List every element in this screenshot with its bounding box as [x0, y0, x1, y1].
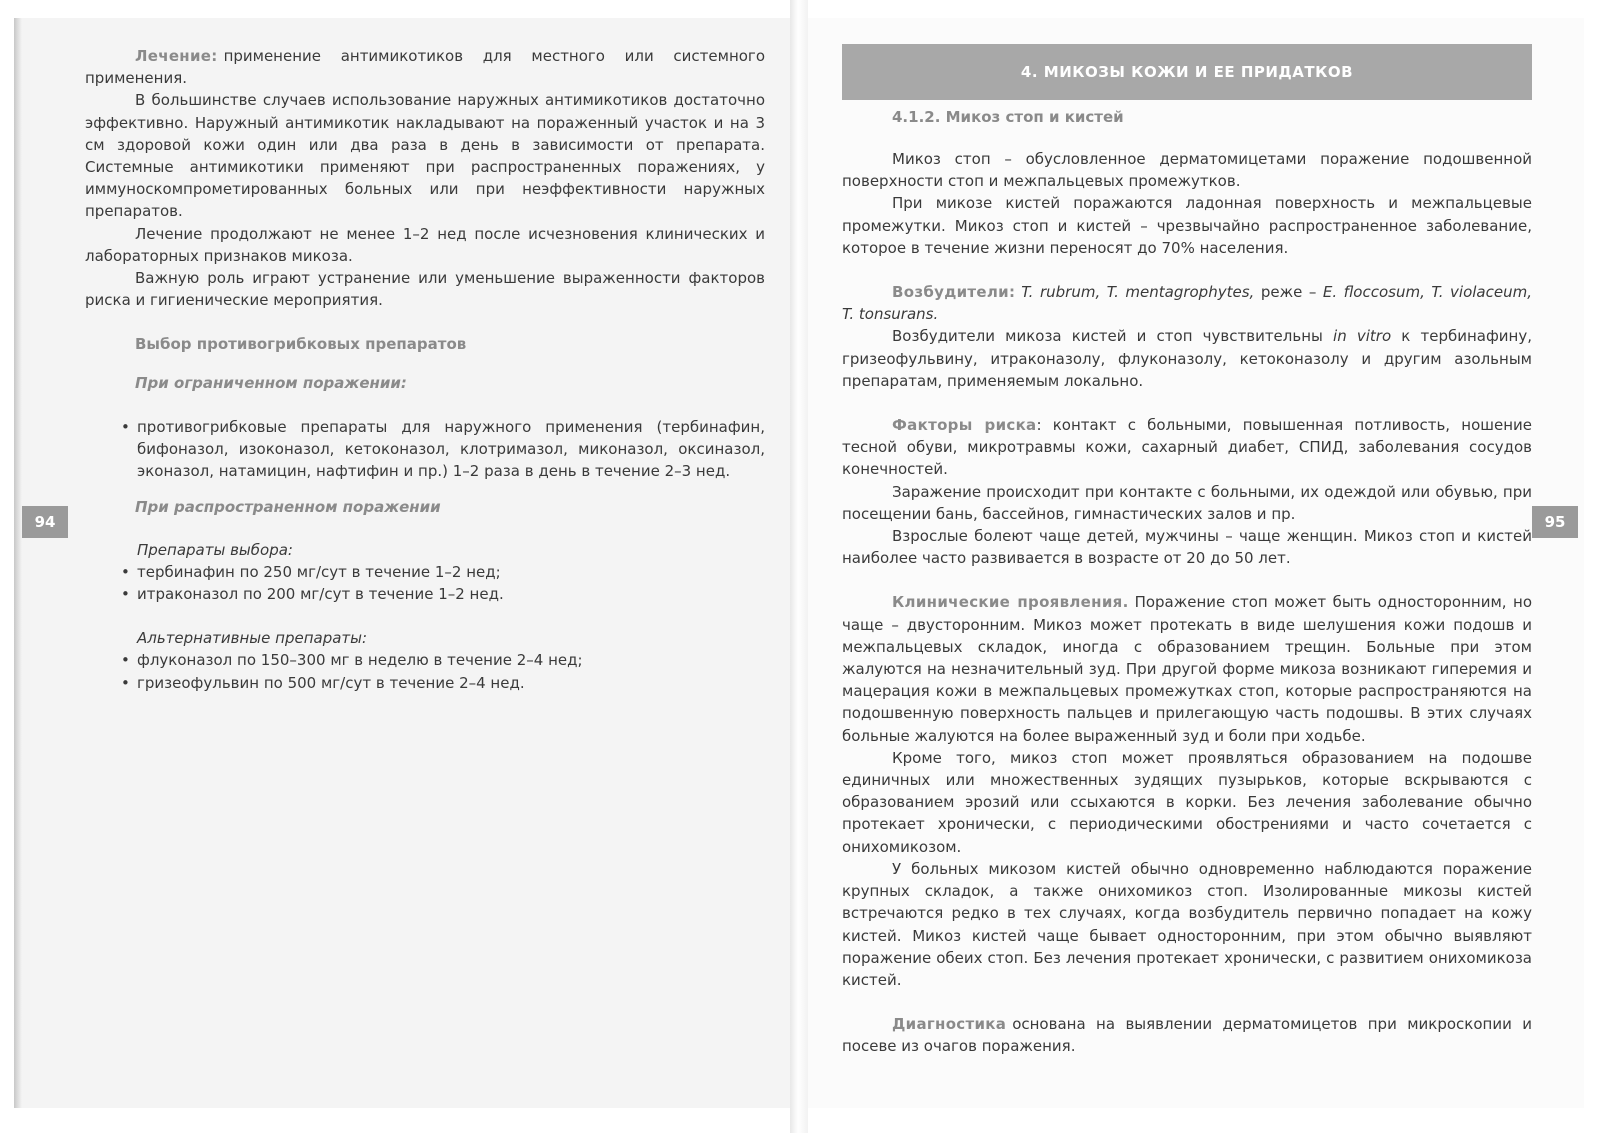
book-gutter: [790, 0, 808, 1133]
limited-heading: При ограниченном поражении:: [135, 373, 407, 392]
left-page-number: 94: [22, 506, 68, 538]
list-item: • противогрибковые препараты для наружного применения (тербинафин, бифоназол, изоконазол, кетоконазол, клотримазол, миконазол, оксиназол, эконазол, натамицин, нафтифин и пр.) 1–2 раза в день в течение 2–3 нед.: [85, 416, 765, 483]
sensitivity-text: к тербинафину, гризеофульвину, итраконазолу, флуконазолу, кетоконазолу и другим азольным препаратам, применяемым локально.: [842, 327, 1532, 390]
clinical-text: Поражение стоп может быть односторонним, но чаще – двусторонним. Микоз может протекать в виде шелушения кожи подошв и межпальцевых складок, иногда с образованием трещин. Больные при этом жалуются на незначительный зуд. При другой форме микоза возникают гиперемия и мацерация кожи в межпальцевых промежутках стоп, которые распространяются на подошвенную поверхность пальцев и прилегающую часть подошвы. В этих случаях больные жалуются на более выраженный зуд и боли при ходьбе.: [842, 593, 1533, 745]
list-item: • тербинафин по 250 мг/сут в течение 1–2 нед;: [85, 561, 765, 583]
right-paragraph: Взрослые болеют чаще детей, мужчины – чаще женщин. Микоз стоп и кистей наиболее часто развивается в возрасте от 20 до 50 лет.: [842, 527, 1532, 568]
choice-heading: Препараты выбора:: [137, 540, 293, 559]
right-page-number: 95: [1532, 506, 1578, 538]
intro-paragraph: При микозе кистей поражаются ладонная поверхность и межпальцевые промежутки. Микоз стоп и кистей – чрезвычайно распространенное заболевание, которое в течение жизни переносят до 70% населения.: [842, 194, 1532, 257]
pathogen-species: T. rubrum, T. mentagrophytes,: [1021, 283, 1255, 302]
left-paragraph: Важную роль играют устранение или уменьшение выраженности факторов риска и гигиенические мероприятия.: [85, 269, 765, 310]
risk-paragraph: [842, 414, 1532, 481]
section-title: 4.1.2. Микоз стоп и кистей: [892, 108, 1124, 126]
right-paragraph: У больных микозом кистей обычно одновременно наблюдаются поражение крупных складок, а также онихомикоз стоп. Изолированные микозы кистей встречаются редко в тех случаях, когда возбудитель первично попадает на кожу кистей. Микоз кистей чаще бывает односторонним, при этом обычно выявляют поражение обеих стоп. Без лечения протекает хронически, с развитием онихомикоза кистей.: [842, 859, 1532, 989]
chapter-title: 4. МИКОЗЫ КОЖИ И ЕЕ ПРИДАТКОВ: [842, 44, 1532, 100]
treatment-text: применение антимикотиков для местного или системного применения.: [85, 47, 765, 88]
limited-list: [85, 416, 765, 483]
sensitivity-paragraph: [842, 325, 1532, 392]
treatment-lead: Лечение:: [135, 47, 218, 65]
diagnostics-lead: Диагностика: [892, 1015, 1007, 1034]
list-item: • флуконазол по 150–300 мг в неделю в течение 2–4 нед;: [85, 649, 765, 671]
left-text-column: [85, 45, 765, 694]
pathogens-mid: реже –: [1260, 283, 1317, 302]
intro-paragraph: Микоз стоп – обусловленное дерматомицетами поражение подошвенной поверхности стоп и межпальцевых промежутков.: [842, 150, 1532, 191]
choice-list: [85, 561, 765, 605]
diagnostics-paragraph: [842, 1013, 1532, 1057]
risk-text: : контакт с больными, повышенная потливость, ношение тесной обуви, микротравмы кожи, сахарный диабет, СПИД, заболевания сосудов конечностей.: [842, 416, 1532, 479]
alternative-list: [85, 649, 765, 693]
sensitivity-text: Возбудители микоза кистей и стоп чувствительны: [892, 327, 1323, 346]
left-paragraph: Лечение продолжают не менее 1–2 нед после исчезновения клинических и лабораторных признаков микоза.: [85, 224, 765, 265]
selection-heading: Выбор противогрибковых препаратов: [135, 335, 467, 354]
pathogens-lead: Возбудители:: [892, 283, 1016, 302]
diagnostics-text: основана на выявлении дерматомицетов при микроскопии и посеве из очагов поражения.: [842, 1015, 1532, 1056]
widespread-heading: При распространенном поражении: [135, 498, 441, 517]
clinical-lead: Клинические проявления.: [892, 593, 1129, 612]
risk-lead: Факторы риска: [892, 416, 1037, 435]
left-paragraph: В большинстве случаев использование наружных антимикотиков достаточно эффективно. Наружный антимикотик накладывают на пораженный участок и на 3 см здоровой кожи один или два раза в день в зависимости от препарата. Системные антимикотики применяют при распространенных поражениях, у иммуноскомпрометированных больных или при неэффективности наружных препаратов.: [85, 91, 765, 221]
list-item: • гризеофульвин по 500 мг/сут в течение 2–4 нед.: [85, 672, 765, 694]
in-vitro-term: in vitro: [1333, 327, 1392, 346]
right-text-column: [842, 148, 1532, 1058]
clinical-paragraph: [842, 591, 1532, 746]
list-item: • итраконазол по 200 мг/сут в течение 1–2 нед.: [85, 583, 765, 605]
alternative-heading: Альтернативные препараты:: [137, 629, 368, 648]
pathogens-paragraph: [842, 281, 1532, 325]
pathogen-species: E. floccosum, T. violaceum, T. tonsurans.: [842, 283, 1532, 324]
right-paragraph: Кроме того, микоз стоп может проявляться образованием на подошве единичных или множественных зудящих пузырьков, которые вскрываются с образованием эрозий или ссыхаются в корки. Без лечения заболевание обычно протекает хронически, с периодическими обострениями и часто сочетается с онихомикозом.: [842, 748, 1532, 856]
treatment-paragraph: [85, 45, 765, 89]
right-paragraph: Заражение происходит при контакте с больными, их одеждой или обувью, при посещении бань, бассейнов, гимнастических залов и пр.: [842, 482, 1532, 523]
